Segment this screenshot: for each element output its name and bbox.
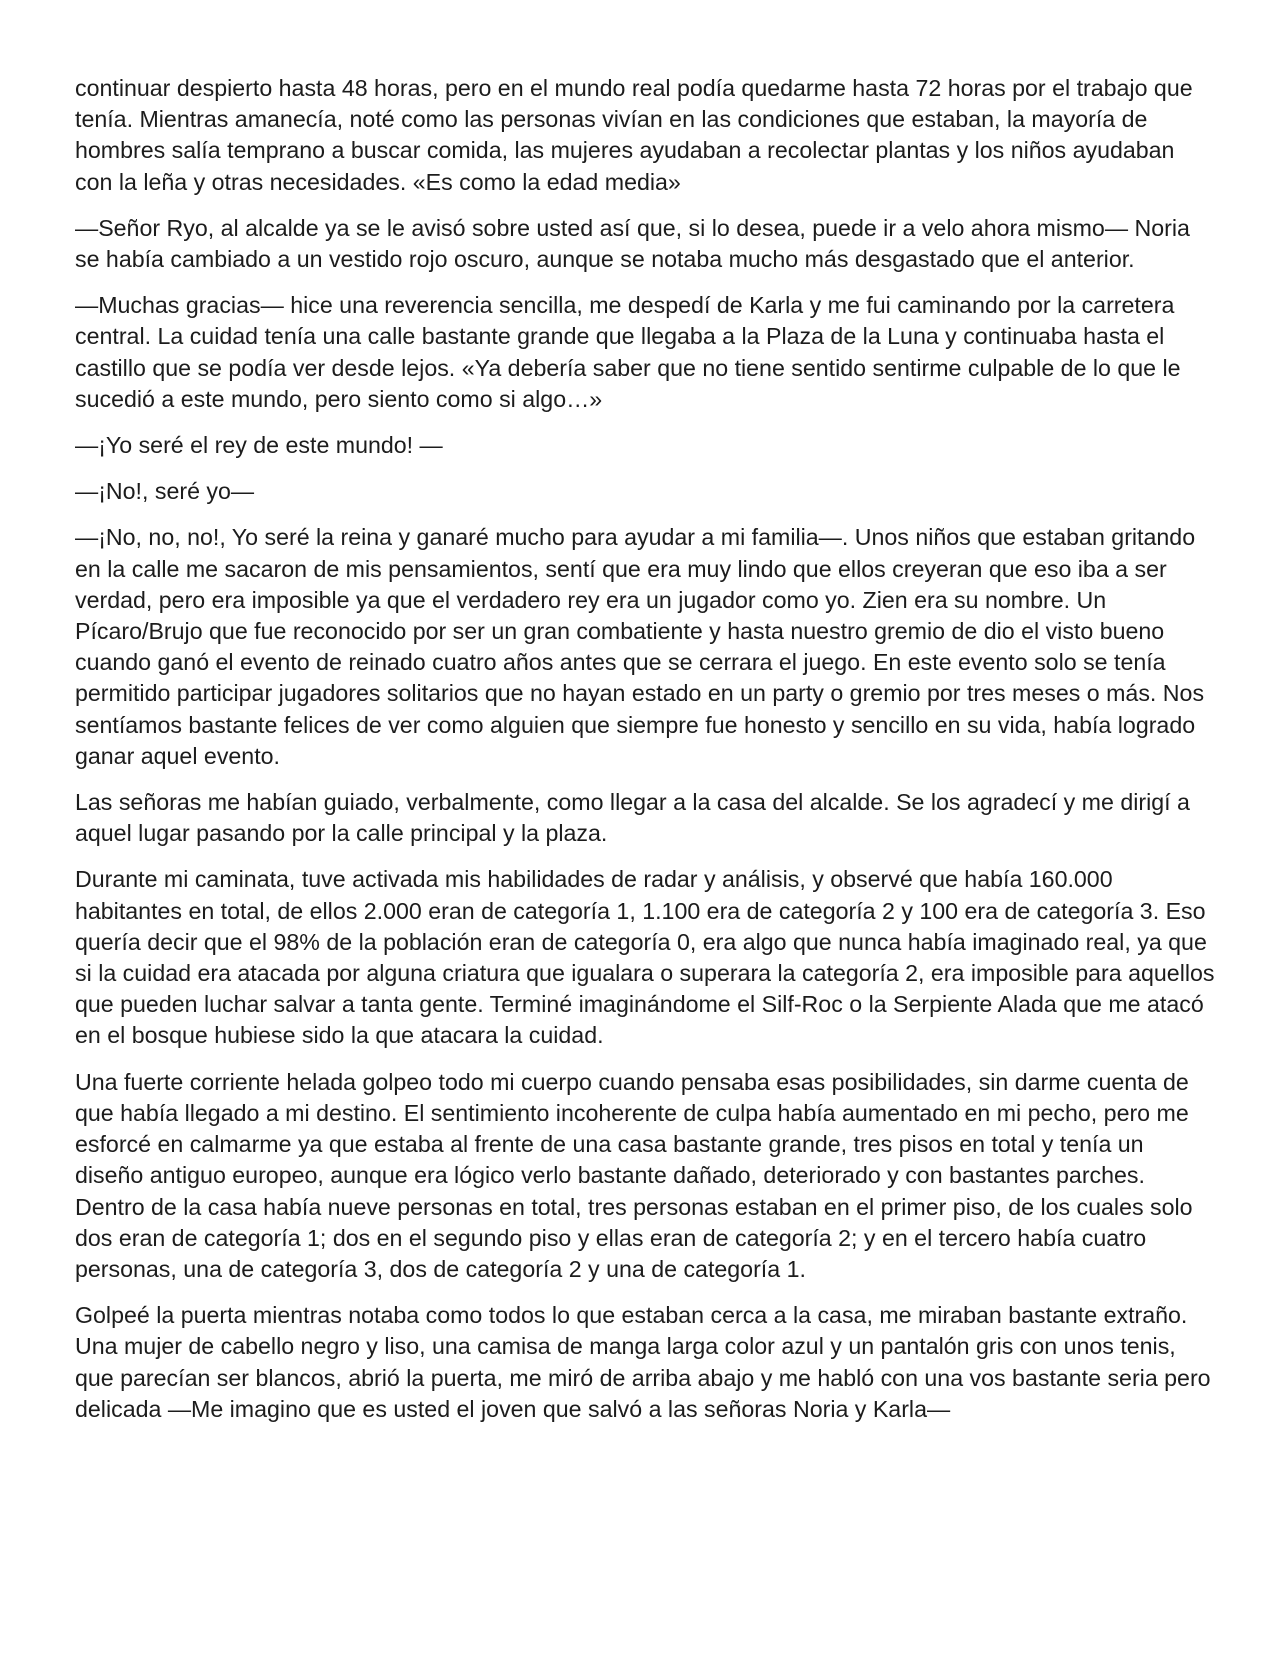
- paragraph-9: Una fuerte corriente helada golpeo todo mi cuerpo cuando pensaba esas posibilidades, sin darme cuenta de que había llegado a mi destino. El sentimiento incoherente de culpa había aumentado en mi pecho, pero me esforcé en calmarme ya que estaba al frente de una casa bastante grande, tres pisos en total y tenía un diseño antiguo europeo, aunque era lógico verlo bastante dañado, deteriorado y con bastantes parches. Dentro de la casa había nueve personas en total, tres personas estaban en el primer piso, de los cuales solo dos eran de categoría 1; dos en el segundo piso y ellas eran de categoría 2; y en el tercero había cuatro personas, una de categoría 3, dos de categoría 2 y una de categoría 1.: [75, 1068, 1193, 1282]
- paragraph-6: —¡No, no, no!, Yo seré la reina y ganaré mucho para ayudar a mi familia—. Unos niños que estaban gritando en la calle me sacaron de mis pensamientos, sentí que era muy lindo que ellos creyeran que eso iba a ser verdad, pero era imposible ya que el verdadero rey era un jugador como yo. Zien era su nombre. Un Pícaro/Brujo que fue reconocido por ser un gran combatiente y hasta nuestro gremio de dio el visto bueno cuando ganó el evento de reinado cuatro años antes que se cerrara el juego. En este evento solo se tenía permitido participar jugadores solitarios que no hayan estado en un party o gremio por tres meses o más. Nos sentíamos bastante felices de ver como alguien que siempre fue honesto y sencillo en su vida, había logrado ganar aquel evento.: [75, 524, 1205, 769]
- paragraph-1: continuar despierto hasta 48 horas, pero en el mundo real podía quedarme hasta 72 horas por el trabajo que tenía. Mientras amanecía, noté como las personas vivían en las condiciones que estaban, la mayoría de hombres salía temprano a buscar comida, las mujeres ayudaban a recolectar plantas y los niños ayudaban con la leña y otras necesidades. «Es como la edad media»: [75, 75, 1193, 195]
- paragraph-4: —¡Yo seré el rey de este mundo! —: [75, 432, 443, 459]
- paragraph-8: Durante mi caminata, tuve activada mis habilidades de radar y análisis, y observé que había 160.000 habitantes en total, de ellos 2.000 eran de categoría 1, 1.100 era de categoría 2 y 100 era de categoría 3. Eso quería decir que el 98% de la población eran de categoría 0, era algo que nunca había imaginado real, ya que si la cuidad era atacada por alguna criatura que igualara o superara la categoría 2, era imposible para aquellos que pueden luchar salvar a tanta gente. Terminé imaginándome el Silf-Roc o la Serpiente Alada que me atacó en el bosque hubiese sido la que atacara la cuidad.: [75, 866, 1215, 1049]
- document-page: [75, 73, 1215, 1440]
- paragraph-2: —Señor Ryo, al alcalde ya se le avisó sobre usted así que, si lo desea, puede ir a velo ahora mismo— Noria se había cambiado a un vestido rojo oscuro, aunque se notaba mucho más desgastado que el anterior.: [75, 214, 1190, 273]
- paragraph-3: —Muchas gracias— hice una reverencia sencilla, me despedí de Karla y me fui caminando por la carretera central. La cuidad tenía una calle bastante grande que llegaba a la Plaza de la Luna y continuaba hasta el castillo que se podía ver desde lejos. «Ya debería saber que no tiene sentido sentirme culpable de lo que le sucedió a este mundo, pero siento como si algo…»: [75, 292, 1181, 412]
- paragraph-10: Golpeé la puerta mientras notaba como todos lo que estaban cerca a la casa, me miraban bastante extraño. Una mujer de cabello negro y liso, una camisa de manga larga color azul y un pantalón gris con unos tenis, que parecían ser blancos, abrió la puerta, me miró de arriba abajo y me habló con una vos bastante seria pero delicada —Me imagino que es usted el joven que salvó a las señoras Noria y Karla—: [75, 1302, 1211, 1422]
- paragraph-7: Las señoras me habían guiado, verbalmente, como llegar a la casa del alcalde. Se los agradecí y me dirigí a aquel lugar pasando por la calle principal y la plaza.: [75, 789, 1190, 847]
- paragraph-5: —¡No!, seré yo—: [75, 478, 255, 505]
